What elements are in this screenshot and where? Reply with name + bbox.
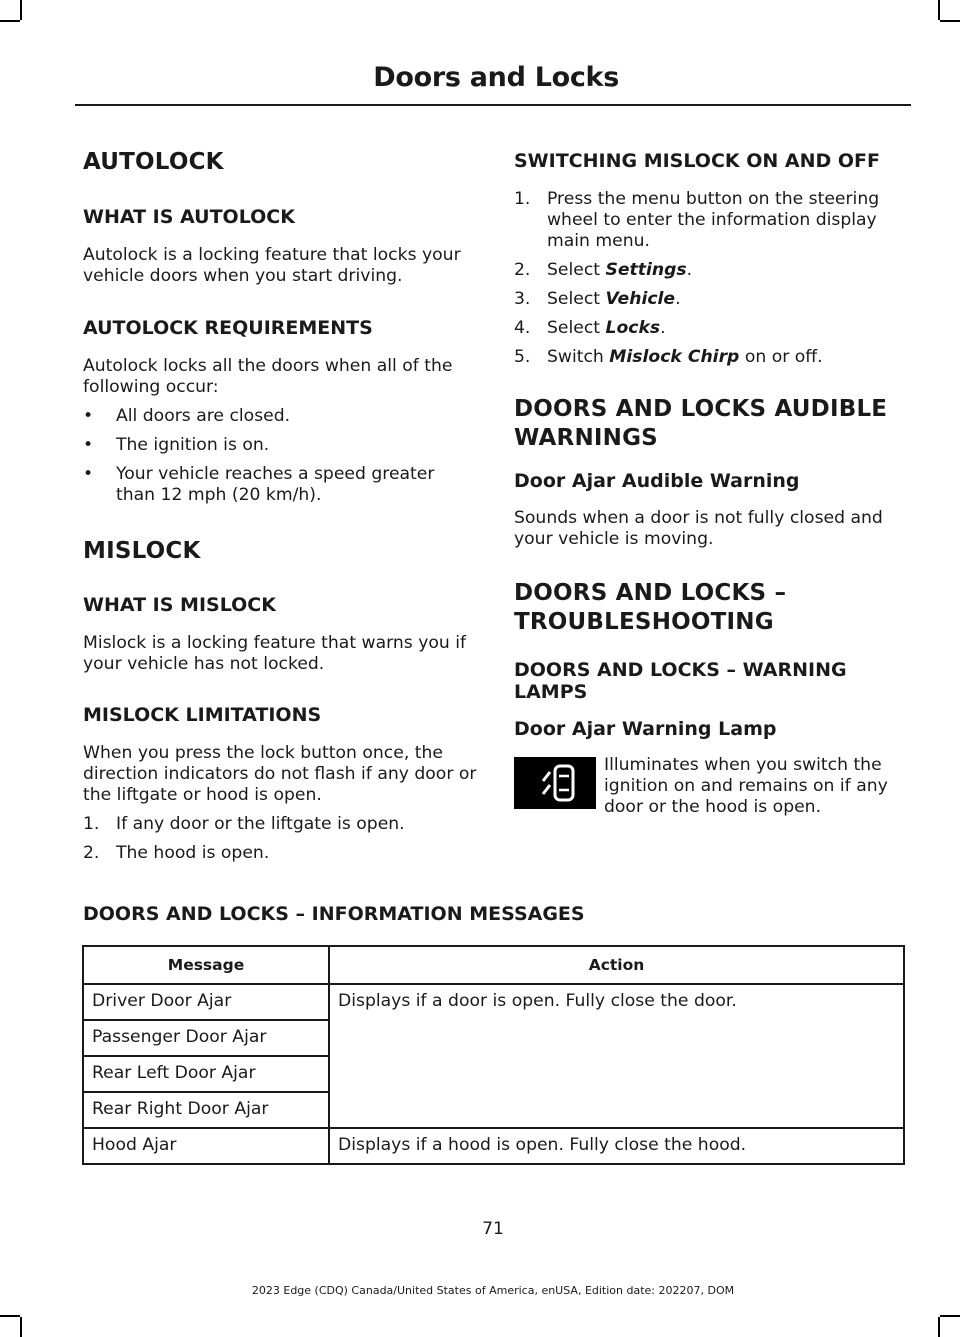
list-item [514,289,909,310]
list-number: 1. [514,189,531,209]
paragraph-autolock-requirements: Autolock locks all the doors when all of the following occur: [83,356,453,397]
step-text: Select [547,260,606,280]
heading-troubleshooting-line1: DOORS AND LOCKS – [514,580,787,606]
list-number: 4. [514,318,531,338]
list-item-text [514,347,909,368]
paragraph-door-ajar-warning-lamp: Illuminates when you switch the ignition on and remains on if any door or the hood is open. [604,755,888,817]
heading-mislock: MISLOCK [83,538,201,564]
crop-mark [938,0,940,20]
paragraph-mislock-limitations: When you press the lock button once, the direction indicators do not flash if any door or the liftgate or hood is open. [83,743,477,805]
crop-mark [0,20,20,22]
table-header-row [83,946,904,984]
column-header-message: Message [83,946,329,984]
crop-mark [0,1315,20,1317]
heading-warning-lamps: DOORS AND LOCKS – WARNING LAMPS [514,659,847,703]
heading-autolock-requirements: AUTOLOCK REQUIREMENTS [83,317,373,339]
step-text: Switch [547,347,610,367]
step-text: . [686,260,693,280]
list-item [514,260,909,281]
heading-audible-warnings-line1: DOORS AND LOCKS AUDIBLE [514,396,888,422]
bullet-marker: • [83,464,94,484]
table-row [83,984,904,1020]
list-item-text: If any door or the liftgate is open. [116,814,405,834]
menu-option-mislock-chirp: Mislock Chirp [609,347,740,367]
bullet-marker: • [83,406,94,426]
message-cell: Driver Door Ajar [83,984,329,1020]
edition-footer: 2023 Edge (CDQ) Canada/United States of America, enUSA, Edition date: 202207, DOM [251,1284,735,1297]
list-item-text: The hood is open. [116,843,270,863]
heading-door-ajar-warning-lamp: Door Ajar Warning Lamp [514,718,777,740]
list-item-text: All doors are closed. [116,406,291,426]
heading-audible-warnings-line2: WARNINGS [514,425,658,451]
step-text: on or off. [739,347,823,367]
heading-autolock: AUTOLOCK [83,149,224,175]
list-item [83,406,478,427]
heading-what-is-autolock: WHAT IS AUTOLOCK [83,206,295,228]
step-text: . [660,318,666,338]
list-item [83,435,478,456]
list-item [514,189,909,252]
table-row [83,1128,904,1164]
list-item [514,347,909,368]
list-item-text [514,289,909,310]
list-number: 5. [514,347,531,367]
list-item-text [514,318,909,339]
message-cell: Passenger Door Ajar [83,1020,329,1056]
left-column [83,148,478,864]
crop-mark [20,1317,22,1337]
heading-mislock-limitations: MISLOCK LIMITATIONS [83,704,322,726]
message-cell: Hood Ajar [83,1128,329,1164]
message-cell: Rear Right Door Ajar [83,1092,329,1128]
list-item-text: Press the menu button on the steering wheel to enter the information display main menu. [547,189,880,251]
menu-option-vehicle: Vehicle [605,289,676,309]
message-cell: Rear Left Door Ajar [83,1056,329,1092]
bullet-marker: • [83,435,94,455]
door-ajar-warning-lamp-icon [514,757,596,809]
page-number: 71 [482,1219,504,1239]
heading-information-messages: DOORS AND LOCKS – INFORMATION MESSAGES [83,903,585,925]
crop-mark [940,20,960,22]
crop-mark [940,1315,960,1317]
action-cell: Displays if a hood is open. Fully close the hood. [329,1128,904,1164]
list-item [514,318,909,339]
list-number: 2. [83,843,100,863]
information-messages-table [82,945,905,1165]
header-rule [75,104,911,106]
heading-switching-mislock: SWITCHING MISLOCK ON AND OFF [514,150,880,172]
door-ajar-icon-graphic [514,757,596,809]
action-cell: Displays if a door is open. Fully close the door. [329,984,904,1128]
menu-option-locks: Locks [605,318,661,338]
paragraph-door-ajar-audible-warning: Sounds when a door is not fully closed and your vehicle is moving. [514,508,883,549]
door-ajar-lamp-row [514,755,909,821]
paragraph-what-is-mislock: Mislock is a locking feature that warns you if your vehicle has not locked. [83,633,467,674]
list-item [83,814,478,835]
list-item [83,843,478,864]
crop-mark [20,0,22,20]
menu-option-settings: Settings [605,260,687,280]
column-header-action: Action [329,946,904,984]
step-text: Select [547,289,606,309]
list-item-text [514,260,909,281]
list-number: 3. [514,289,531,309]
list-item [83,464,478,506]
heading-what-is-mislock: WHAT IS MISLOCK [83,594,276,616]
crop-mark [938,1317,940,1337]
list-number: 2. [514,260,531,280]
list-item-text: Your vehicle reaches a speed greater than 12 mph (20 km/h). [116,464,435,505]
heading-troubleshooting-line2: TROUBLESHOOTING [514,609,774,635]
heading-door-ajar-audible-warning: Door Ajar Audible Warning [514,470,800,492]
right-column [514,148,909,821]
step-text: Select [547,318,606,338]
page-header-title: Doors and Locks [373,62,619,93]
step-text: . [675,289,681,309]
list-item-text: The ignition is on. [116,435,270,455]
paragraph-what-is-autolock: Autolock is a locking feature that locks your vehicle doors when you start driving. [83,245,461,286]
list-number: 1. [83,814,100,834]
